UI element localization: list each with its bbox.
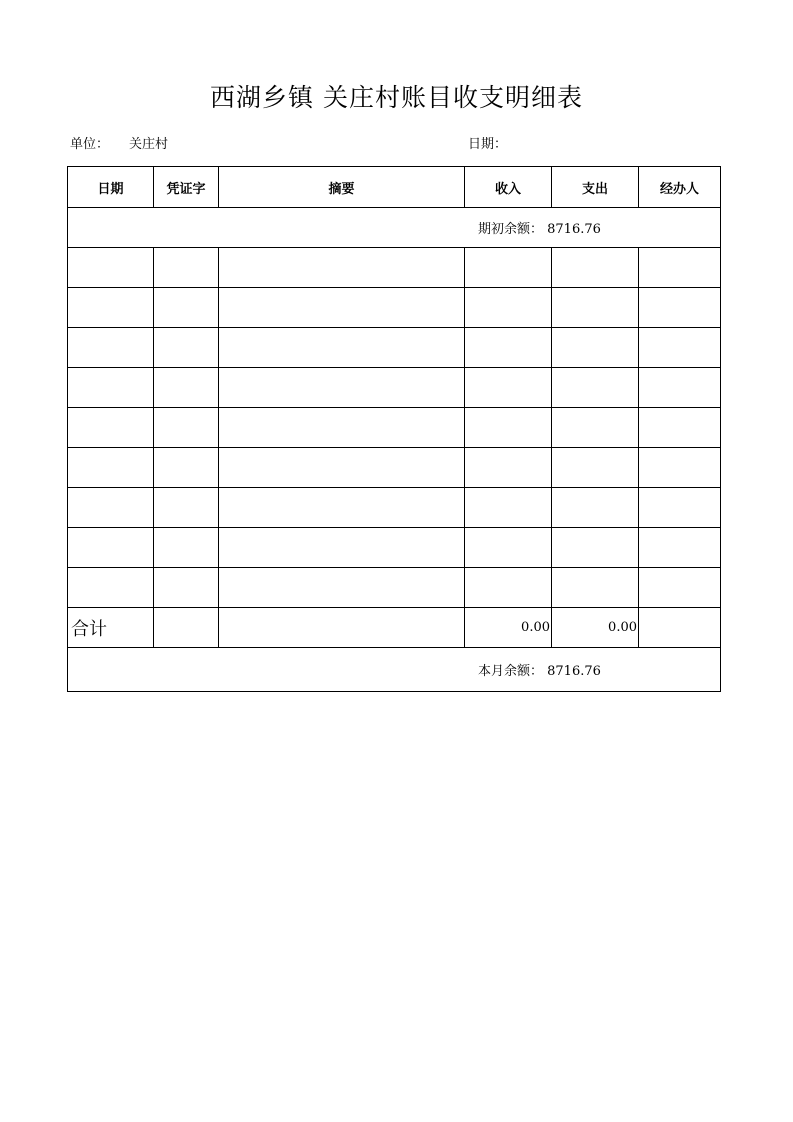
cell-voucher[interactable] [154,248,219,288]
cell-handler[interactable] [639,488,721,528]
cell-voucher[interactable] [154,408,219,448]
cell-handler[interactable] [639,368,721,408]
cell-income[interactable] [465,488,552,528]
cell-voucher[interactable] [154,288,219,328]
cell-date[interactable] [68,288,154,328]
cell-handler[interactable] [639,248,721,288]
cell-expense[interactable] [552,408,639,448]
cell-expense[interactable] [552,488,639,528]
header-date: 日期 [68,167,154,208]
cell-summary[interactable] [219,328,465,368]
cell-income[interactable] [465,368,552,408]
header-income: 收入 [465,167,552,208]
opening-balance-row [68,208,721,248]
cell-voucher[interactable] [154,568,219,608]
total-income: 0.00 [465,608,552,648]
cell-date[interactable] [68,368,154,408]
header-row [68,167,721,208]
cell-voucher[interactable] [154,528,219,568]
total-handler [639,608,721,648]
table-row [68,488,721,528]
cell-voucher[interactable] [154,368,219,408]
cell-handler[interactable] [639,448,721,488]
cell-income[interactable] [465,328,552,368]
cell-income[interactable] [465,408,552,448]
cell-handler[interactable] [639,528,721,568]
cell-expense[interactable] [552,288,639,328]
total-row [68,608,721,648]
unit-label: 单位： [70,137,110,152]
cell-summary[interactable] [219,448,465,488]
table-row [68,568,721,608]
cell-handler[interactable] [639,288,721,328]
cell-handler[interactable] [639,328,721,368]
cell-date[interactable] [68,408,154,448]
cell-summary[interactable] [219,368,465,408]
cell-expense[interactable] [552,328,639,368]
cell-income[interactable] [465,248,552,288]
cell-expense[interactable] [552,528,639,568]
cell-summary[interactable] [219,568,465,608]
cell-voucher[interactable] [154,488,219,528]
cell-expense[interactable] [552,248,639,288]
table-row [68,328,721,368]
cell-voucher[interactable] [154,328,219,368]
cell-summary[interactable] [219,288,465,328]
header-expense: 支出 [552,167,639,208]
total-summary [219,608,465,648]
cell-summary[interactable] [219,488,465,528]
total-expense: 0.00 [552,608,639,648]
table-row [68,448,721,488]
cell-summary[interactable] [219,248,465,288]
cell-summary[interactable] [219,408,465,448]
cell-date[interactable] [68,488,154,528]
cell-expense[interactable] [552,368,639,408]
cell-income[interactable] [465,288,552,328]
table-row [68,368,721,408]
unit-value: 关庄村 [129,137,169,152]
cell-handler[interactable] [639,408,721,448]
cell-date[interactable] [68,328,154,368]
cell-handler[interactable] [639,568,721,608]
date-label: 日期： [468,137,508,152]
cell-income[interactable] [465,448,552,488]
table-row [68,248,721,288]
ledger-table [67,166,721,692]
table-row [68,288,721,328]
closing-balance: 本月余额： 8716.76 [68,648,721,692]
table-row [68,408,721,448]
opening-balance: 期初余额： 8716.76 [68,208,721,248]
page-title: 西湖乡镇 关庄村账目收支明细表 [210,83,583,112]
cell-expense[interactable] [552,448,639,488]
header-voucher: 凭证字 [154,167,219,208]
cell-date[interactable] [68,448,154,488]
total-label: 合计 [68,608,154,648]
table-row [68,528,721,568]
total-voucher [154,608,219,648]
cell-date[interactable] [68,248,154,288]
cell-date[interactable] [68,528,154,568]
cell-income[interactable] [465,528,552,568]
cell-income[interactable] [465,568,552,608]
cell-expense[interactable] [552,568,639,608]
header-handler: 经办人 [639,167,721,208]
cell-summary[interactable] [219,528,465,568]
closing-balance-row [68,648,721,692]
header-summary: 摘要 [219,167,465,208]
cell-date[interactable] [68,568,154,608]
cell-voucher[interactable] [154,448,219,488]
